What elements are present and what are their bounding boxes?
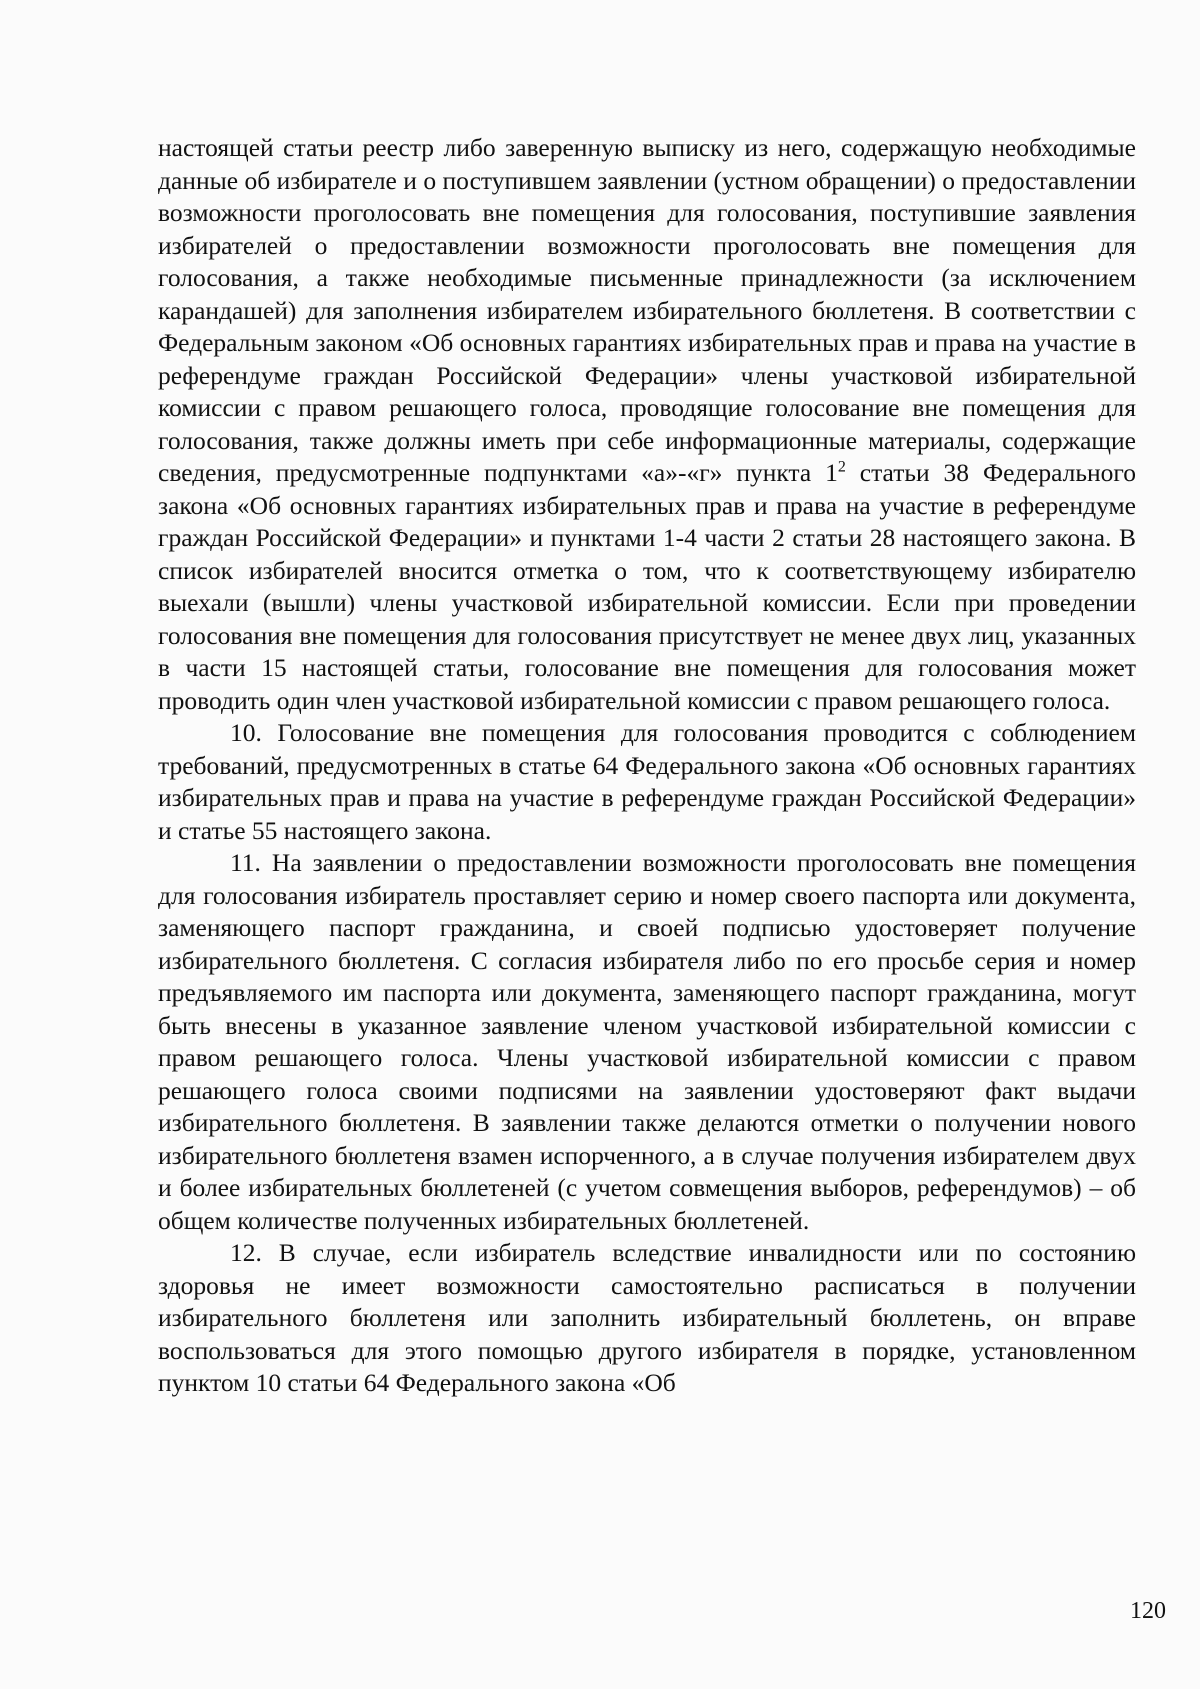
paragraph-continuation	[158, 132, 1136, 717]
paragraph-11: 11. На заявлении о предоставлении возможности проголосовать вне помещения для голосования избиратель проставляет серию и номер своего паспорта или документа, заменяющего паспорт гражданина, и своей подписью удостоверяет получение избирательного бюллетеня. С согласия избирателя либо по его просьбе серия и номер предъявляемого им паспорта или документа, заменяющего паспорт гражданина, могут быть внесены в указанное заявление членом участковой избирательной комиссии с правом решающего голоса. Члены участковой избирательной комиссии с правом решающего голоса своими подписями на заявлении удостоверяют факт выдачи избирательного бюллетеня. В заявлении также делаются отметки о получении нового избирательного бюллетеня взамен испорченного, а в случае получения избирателем двух и более избирательных бюллетеней (с учетом совмещения выборов, референдумов) – об общем количестве полученных избирательных бюллетеней.	[158, 848, 1136, 1235]
paragraph-12: 12. В случае, если избиратель вследствие инвалидности или по состоянию здоровья не имеет возможности самостоятельно расписаться в получении избирательного бюллетеня или заполнить избирательный бюллетень, он вправе воспользоваться для этого помощью другого избирателя в порядке, установленном пунктом 10 статьи 64 Федерального закона «Об	[158, 1238, 1136, 1397]
superscript: 2	[837, 458, 846, 476]
paragraph-continuation-text: настоящей статьи реестр либо заверенную выписку из него, содержащую необходимые данные об избирателе и о поступившем заявлении (устном обращении) о предоставлении возможности проголосовать вне помещения для голосования, поступившие заявления избирателей о предоставлении возможности проголосовать вне помещения для голосования, а также необходимые письменные принадлежности (за исключением карандашей) для заполнения избирателем избирательного бюллетеня. В соответствии с Федеральным законом «Об основных гарантиях избирательных прав и права на участие в референдуме граждан Российской Федерации» члены участковой избирательной комиссии с правом решающего голоса, проводящие голосование вне помещения для голосования, также должны иметь при себе информационные материалы, содержащие сведения, предусмотренные подпунктами «а»-«г» пункта 1	[158, 133, 1136, 487]
document-body	[158, 132, 1136, 1400]
page-number: 120	[1130, 1598, 1166, 1624]
paragraph-10: 10. Голосование вне помещения для голосования проводится с соблюдением требований, предусмотренных в статье 64 Федерального закона «Об основных гарантиях избирательных прав и права на участие в референдуме граждан Российской Федерации» и статье 55 настоящего закона.	[158, 718, 1136, 845]
paragraph-continuation-rest: статьи 38 Федерального закона «Об основных гарантиях избирательных прав и права на участие в референдуме граждан Российской Федерации» и пунктами 1-4 части 2 статьи 28 настоящего закона. В список избирателей вносится отметка о том, что к соответствующему избирателю выехали (вышли) члены участковой избирательной комиссии. Если при проведении голосования вне помещения для голосования присутствует не менее двух лиц, указанных в части 15 настоящей статьи, голосование вне помещения для голосования может проводить один член участковой избирательной комиссии с правом решающего голоса.	[158, 458, 1137, 715]
